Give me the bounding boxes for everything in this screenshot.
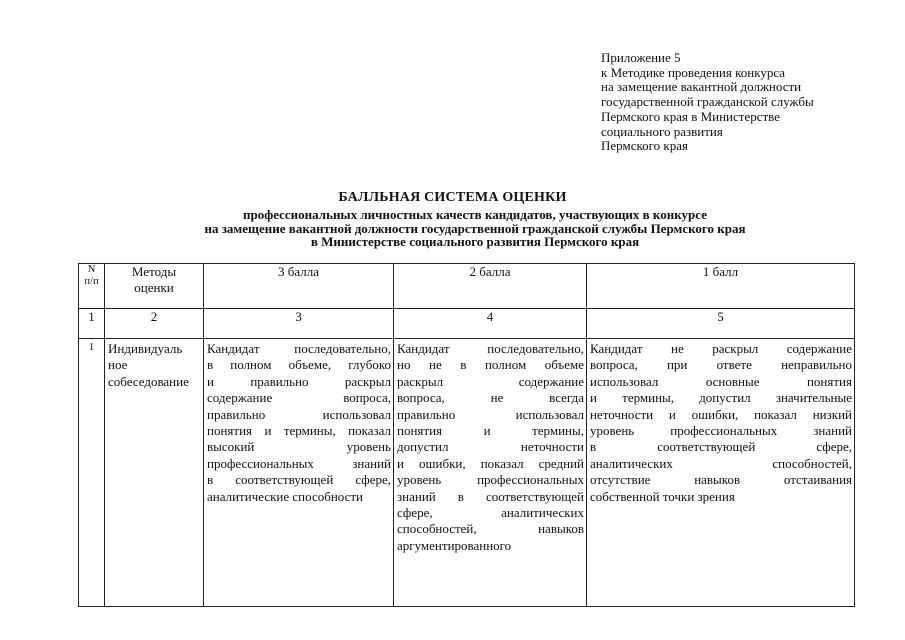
table-header-row	[79, 264, 855, 309]
description-line: в соответствующей сфере,	[207, 472, 391, 488]
description-line: понятия и термины, показал	[207, 423, 391, 439]
description-line: допустил неточности	[397, 439, 584, 455]
row-score-3-description	[204, 339, 394, 607]
subtitle-line: профессиональных личностных качеств кандидатов, участвующих в конкурсе	[243, 207, 707, 222]
document-subtitle	[0, 208, 905, 249]
appendix-line: государственной гражданской службы	[601, 94, 814, 110]
row-score-2-description	[394, 339, 587, 607]
description-line: знаний в соответствующей	[397, 488, 584, 504]
description-line: понятия и термины,	[397, 423, 584, 439]
scoring-table	[78, 263, 855, 607]
header-number-line: N	[87, 264, 96, 275]
description-line: высокий уровень	[207, 439, 391, 455]
column-number: 3	[204, 309, 394, 339]
description-line: вопроса, при ответе неправильно	[590, 357, 852, 373]
description-line: правильно использовал	[397, 406, 584, 422]
header-number-line: п/п	[84, 276, 99, 287]
description-line: уровень профессиональных знаний	[590, 423, 852, 439]
description-line: сфере, аналитических	[397, 505, 584, 521]
column-number: 4	[394, 309, 587, 339]
appendix-line: Пермского края в Министерстве	[601, 108, 781, 124]
description-line: в полном объеме, глубоко	[207, 357, 391, 373]
description-line: правильно использовал	[207, 406, 391, 422]
description-line: неточности и ошибки, показал низкий	[590, 406, 852, 422]
column-number: 5	[587, 309, 855, 339]
column-number: 2	[105, 309, 204, 339]
description-line: использовал основные понятия	[590, 373, 852, 389]
description-line: аналитических способностей,	[590, 455, 852, 471]
description-line: Кандидат последовательно,	[397, 341, 584, 356]
description-line: содержание вопроса,	[207, 390, 391, 406]
table-row	[79, 339, 855, 607]
row-number: 1	[79, 339, 105, 607]
subtitle-line: в Министерстве социального развития Пермского края	[310, 234, 640, 249]
row-score-1-description	[587, 339, 855, 607]
description-line: профессиональных знаний	[207, 455, 391, 471]
description-line: и термины, допустил значительные	[590, 390, 852, 406]
description-line: но не в полном объеме	[397, 357, 584, 373]
description-line: раскрыл содержание	[397, 373, 584, 389]
description-line: и правильно раскрыл	[207, 373, 391, 389]
appendix-line: к Методике проведения конкурса	[601, 64, 786, 80]
header-number	[79, 264, 105, 309]
description-line: аргументированного	[397, 537, 512, 553]
appendix-line: Пермского края	[601, 138, 688, 154]
description-line: вопроса, не всегда	[397, 390, 584, 406]
appendix-line: социального развития	[601, 123, 723, 139]
row-method	[105, 339, 204, 607]
header-score-1: 1 балл	[587, 264, 855, 309]
header-score-2: 2 балла	[394, 264, 587, 309]
method-line: Индивидуаль	[108, 341, 183, 356]
header-method	[105, 264, 204, 309]
appendix-line: Приложение 5	[601, 50, 681, 65]
document-title: БАЛЛЬНАЯ СИСТЕМА ОЦЕНКИ	[338, 190, 567, 205]
description-line: в соответствующей сфере,	[590, 439, 852, 455]
header-score-3: 3 балла	[204, 264, 394, 309]
appendix-line: на замещение вакантной должности	[601, 79, 802, 95]
column-number: 1	[79, 309, 105, 339]
description-line: собственной точки зрения	[590, 488, 735, 504]
method-line: ное	[108, 357, 128, 373]
description-line: способностей, навыков	[397, 521, 584, 537]
description-line: уровень профессиональных	[397, 472, 584, 488]
description-line: аналитические способности	[207, 488, 364, 504]
method-line: собеседование	[108, 373, 189, 389]
column-number-row	[79, 309, 855, 339]
description-line: и ошибки, показал средний	[397, 455, 584, 471]
description-line: отсутствие навыков отстаивания	[590, 472, 852, 488]
appendix-note	[601, 51, 814, 154]
description-line: Кандидат не раскрыл содержание	[590, 341, 852, 356]
header-method-line: оценки	[134, 280, 174, 295]
description-line: Кандидат последовательно,	[207, 341, 391, 356]
header-method-line: Методы	[131, 264, 177, 279]
subtitle-line: на замещение вакантной должности государственной гражданской службы Пермского края	[204, 220, 746, 236]
